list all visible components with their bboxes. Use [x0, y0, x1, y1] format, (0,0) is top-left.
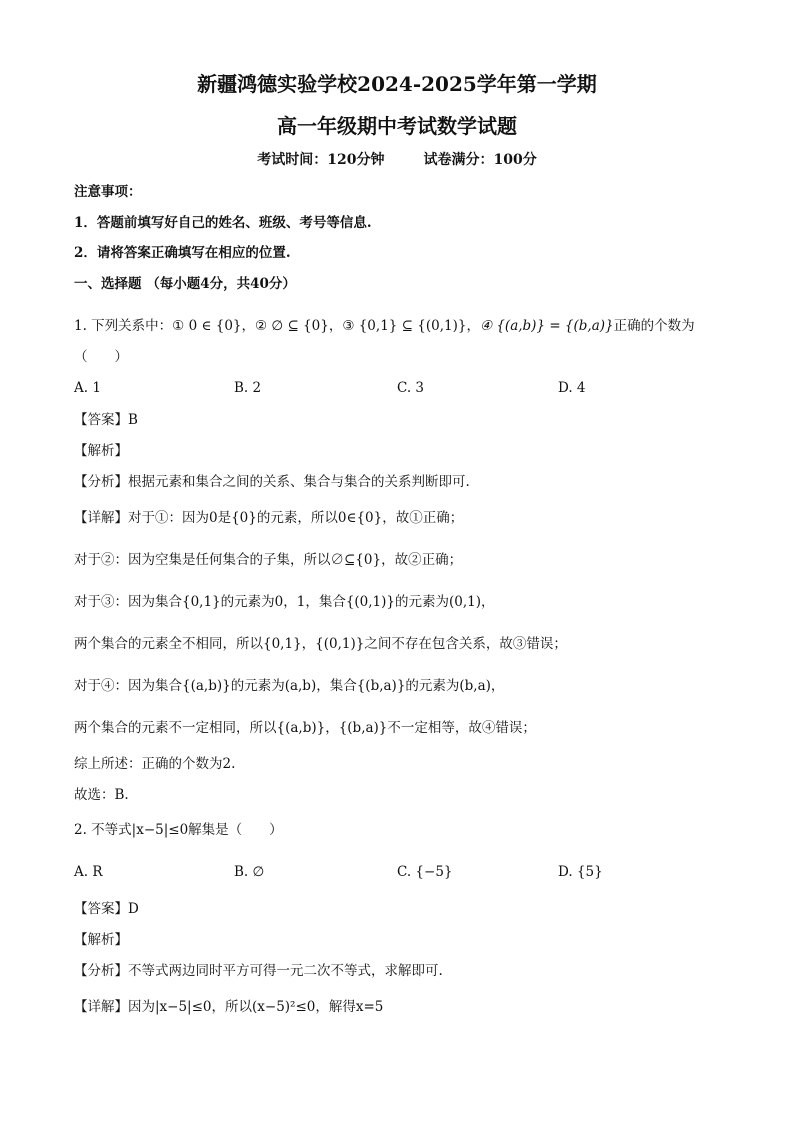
q1-answer: 【答案】B	[74, 412, 138, 428]
note-item-2: 2．请将答案正确填写在相应的位置.	[74, 245, 291, 261]
q2-detail: 【详解】因为|x−5|≤0，所以(x−5)²≤0，解得x=5	[74, 999, 384, 1015]
q1-detail-line-4: 两个集合的元素全不相同，所以{0,1}，{(0,1)}之间不存在包含关系，故③错误；	[74, 636, 567, 652]
section1-heading: 一、选择题 （每小题4分，共40分）	[74, 276, 296, 292]
q1-sep-1: ，	[241, 318, 255, 334]
q1-relation-2: ② ∅ ⊆ {0}	[255, 318, 329, 334]
q1-blank: （ ）	[74, 349, 128, 365]
exam-info: 考试时间：120分钟 试卷满分：100分	[257, 152, 537, 168]
q2-answer: 【答案】D	[74, 901, 139, 917]
q1-option-b: B. 2	[234, 380, 262, 396]
q2-fenxi: 【分析】不等式两边同时平方可得一元二次不等式，求解即可.	[74, 963, 443, 979]
q1-option-a: A. 1	[74, 380, 101, 396]
q1-prefix: 1. 下列关系中：	[74, 318, 173, 334]
q2-option-b: B. ∅	[234, 864, 265, 880]
q2-option-d: D. {5}	[558, 864, 603, 880]
q1-sep-3: ，	[466, 318, 480, 334]
q2-stem: 2. 不等式|x−5|≤0解集是（ ）	[74, 822, 283, 838]
q1-stem	[74, 316, 695, 336]
q1-detail-line-3: 对于③：因为集合{0,1}的元素为0，1，集合{(0,1)}的元素为(0,1)，	[74, 594, 495, 610]
q1-detail-line-6: 两个集合的元素不一定相同，所以{(a,b)}，{(b,a)}不一定相等，故④错误；	[74, 720, 536, 736]
q2-option-c: C. {−5}	[397, 864, 453, 880]
q1-relation-4: ④ {(a,b)} = {(b,a)}	[479, 318, 614, 334]
notes-heading: 注意事项：	[74, 184, 142, 200]
q1-detail-line-8: 故选：B.	[74, 787, 129, 803]
q1-option-c: C. 3	[397, 380, 425, 396]
exam-title-line1: 新疆鸿德实验学校2024-2025学年第一学期	[197, 72, 597, 96]
note-item-1: 1．答题前填写好自己的姓名、班级、考号等信息.	[74, 215, 372, 231]
q1-detail-line-1: 【详解】对于①：因为0是{0}的元素，所以0∈{0}，故①正确；	[74, 510, 464, 526]
q1-relation-3: ③ {0,1} ⊆ {(0,1)}	[342, 318, 467, 334]
q1-analysis-label: 【解析】	[74, 443, 128, 459]
q2-option-a: A. R	[74, 864, 103, 880]
q1-detail-line-5: 对于④：因为集合{(a,b)}的元素为(a,b)，集合{(b,a)}的元素为(b,a)，	[74, 678, 505, 694]
q1-suffix: 正确的个数为	[613, 318, 695, 334]
q1-detail-line-7: 综上所述：正确的个数为2.	[74, 756, 236, 772]
q1-fenxi: 【分析】根据元素和集合之间的关系、集合与集合的关系判断即可.	[74, 474, 470, 490]
exam-title-line2: 高一年级期中考试数学试题	[277, 114, 517, 138]
q1-relation-1: ① 0 ∈ {0}	[172, 318, 242, 334]
q1-sep-2: ，	[328, 318, 343, 334]
q2-analysis-label: 【解析】	[74, 932, 128, 948]
q1-detail-line-2: 对于②：因为空集是任何集合的子集，所以∅⊆{0}，故②正确；	[74, 552, 463, 568]
q1-option-d: D. 4	[558, 380, 586, 396]
